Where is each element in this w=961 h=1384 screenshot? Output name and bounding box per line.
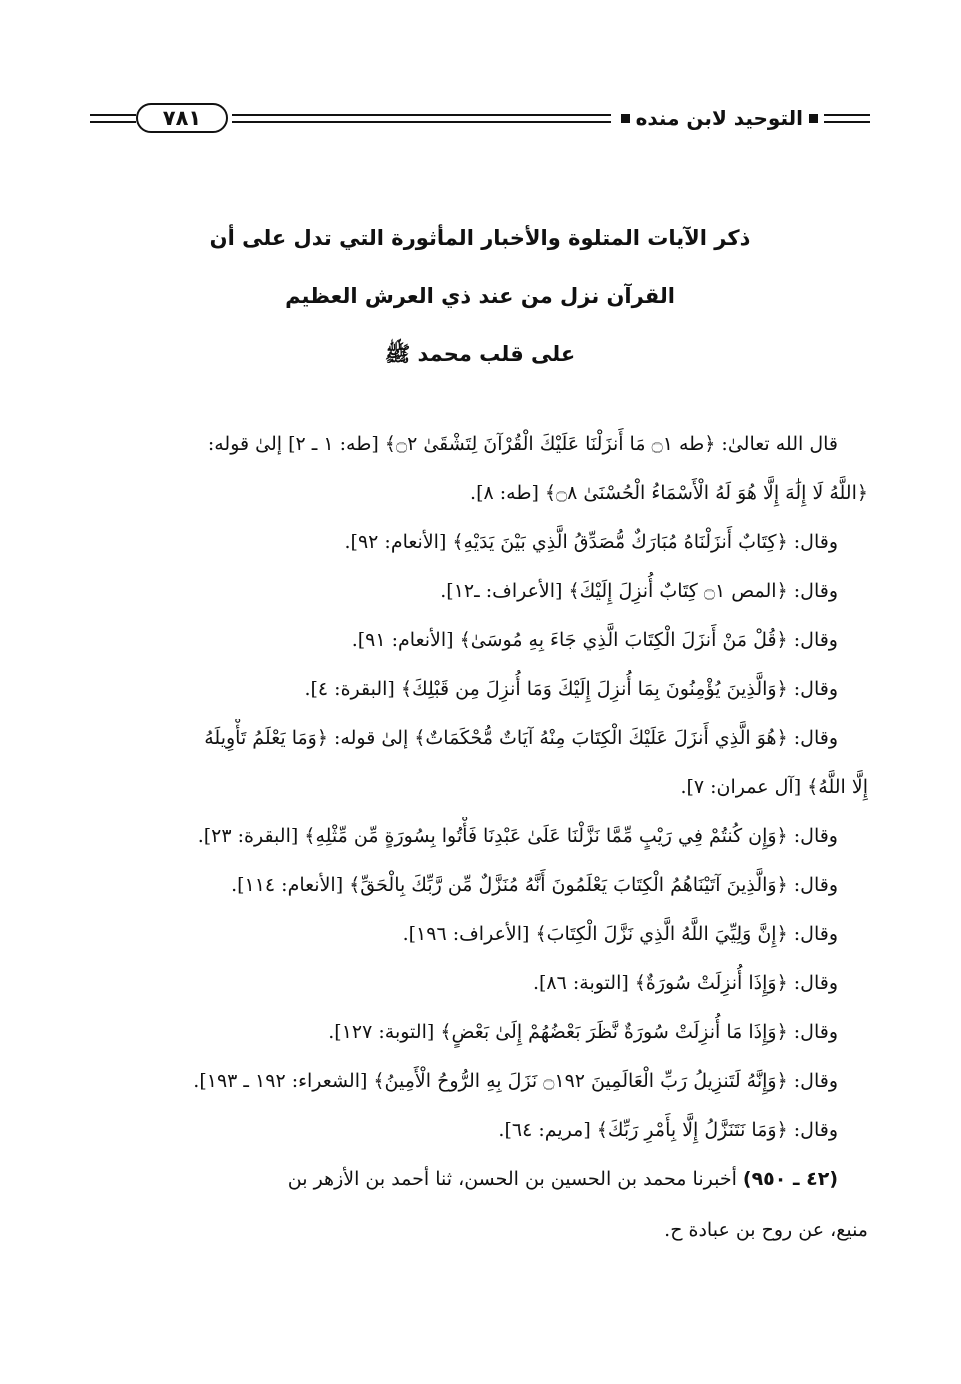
hadith-line bbox=[98, 1160, 868, 1211]
body-text bbox=[98, 425, 868, 1260]
hadith-number: (٤٢ ـ ٩٥٠) bbox=[742, 1168, 838, 1190]
hadith-text: أخبرنا محمد بن الحسين بن الحسن، ثنا أحمد بن الأزهر بن bbox=[287, 1168, 737, 1190]
text-line: وقال: ﴿وَالَّذِينَ آتَيْنَاهُمُ الْكِتَابَ يَعْلَمُونَ أَنَّهُ مُنَزَّلٌ مِّن رَّبِّكَ بِالْحَقِّ﴾ [الأنعام: ١١٤]. bbox=[231, 874, 838, 896]
running-header bbox=[90, 98, 870, 138]
header-rule-middle bbox=[232, 114, 611, 123]
text-line: وقال: ﴿وَإِذَا أُنزِلَتْ سُورَةٌ﴾ [التوبة: ٨٦]. bbox=[532, 972, 838, 994]
header-title-block bbox=[615, 106, 824, 130]
text-line: وقال: ﴿وَالَّذِينَ يُؤْمِنُونَ بِمَا أُنزِلَ إِلَيْكَ وَمَا أُنزِلَ مِن قَبْلِكَ﴾ [البقرة: ٤]. bbox=[304, 678, 838, 700]
square-bullet-icon bbox=[809, 114, 818, 123]
text-line: وقال: ﴿وَمَا نَتَنَزَّلُ إِلَّا بِأَمْرِ رَبِّكَ﴾ [مريم: ٦٤]. bbox=[498, 1119, 838, 1141]
square-bullet-icon bbox=[621, 114, 630, 123]
text-line: وقال: ﴿قُلْ مَنْ أَنزَلَ الْكِتَابَ الَّذِي جَاءَ بِهِ مُوسَىٰ﴾ [الأنعام: ٩١]. bbox=[351, 629, 838, 651]
text-line: وقال: ﴿كِتَابٌ أَنزَلْنَاهُ مُبَارَكٌ مُّصَدِّقُ الَّذِي بَيْنَ يَدَيْهِ﴾ [الأنعام: ٩٢]. bbox=[344, 531, 838, 553]
text-line: قال الله تعالىٰ: ﴿طه ۝١ مَا أَنزَلْنَا عَلَيْكَ الْقُرْآنَ لِتَشْقَىٰ ۝٢﴾ [طه: ١ ـ ٢] إلىٰ قوله: bbox=[207, 433, 838, 455]
heading-line: على قلب محمد ﷺ bbox=[384, 342, 576, 366]
text-line: وقال: ﴿هُوَ الَّذِي أَنزَلَ عَلَيْكَ الْكِتَابَ مِنْهُ آيَاتٌ مُّحْكَمَاتٌ﴾ إلىٰ قوله: ﴿وَمَا يَعْلَمُ تَأْوِيلَهُ bbox=[204, 727, 838, 749]
chapter-heading bbox=[150, 214, 810, 388]
text-line: إِلَّا اللَّهُ﴾ [آل عمران: ٧]. bbox=[680, 776, 868, 798]
text-line: وقال: ﴿وَإِذَا مَا أُنزِلَتْ سُورَةٌ نَّظَرَ بَعْضُهُمْ إِلَىٰ بَعْضٍ﴾ [التوبة: ١٢٧]. bbox=[328, 1021, 838, 1043]
text-line: وقال: ﴿وَإِنَّهُ لَتَنزِيلُ رَبِّ الْعَالَمِينَ ۝١٩٢ نَزَلَ بِهِ الرُّوحُ الْأَمِينُ﴾ [الشعراء: ١٩٢ ـ ١٩٣]. bbox=[193, 1070, 838, 1092]
header-rule-right bbox=[824, 114, 870, 123]
text-line: وقال: ﴿إِنَّ وَلِيِّيَ اللَّهُ الَّذِي نَزَّلَ الْكِتَابَ﴾ [الأعراف: ١٩٦]. bbox=[402, 923, 838, 945]
book-title: التوحيد لابن منده bbox=[635, 106, 803, 130]
header-rule-left bbox=[90, 114, 136, 123]
text-line: ﴿اللَّهُ لَا إِلَٰهَ إِلَّا هُوَ لَهُ الْأَسْمَاءُ الْحُسْنَىٰ ۝٨﴾ [طه: ٨]. bbox=[470, 482, 868, 504]
heading-line: ذكر الآيات المتلوة والأخبار المأثورة التي تدل على أن bbox=[209, 226, 751, 250]
text-line: وقال: ﴿وَإِن كُنتُمْ فِي رَيْبٍ مِّمَّا نَزَّلْنَا عَلَىٰ عَبْدِنَا فَأْتُوا بِسُورَةٍ مِّن مِّثْلِهِ﴾ [البقرة: ٢٣]. bbox=[197, 825, 838, 847]
heading-line: القرآن نزل من عند ذي العرش العظيم bbox=[285, 284, 675, 308]
text-line: منيع، عن روح بن عبادة ح. bbox=[664, 1219, 868, 1241]
page-number: ٧٨١ bbox=[136, 103, 228, 133]
text-line: وقال: ﴿المص ۝١ كِتَابٌ أُنزِلَ إِلَيْكَ﴾ [الأعراف: ـ١٢]. bbox=[440, 580, 838, 602]
